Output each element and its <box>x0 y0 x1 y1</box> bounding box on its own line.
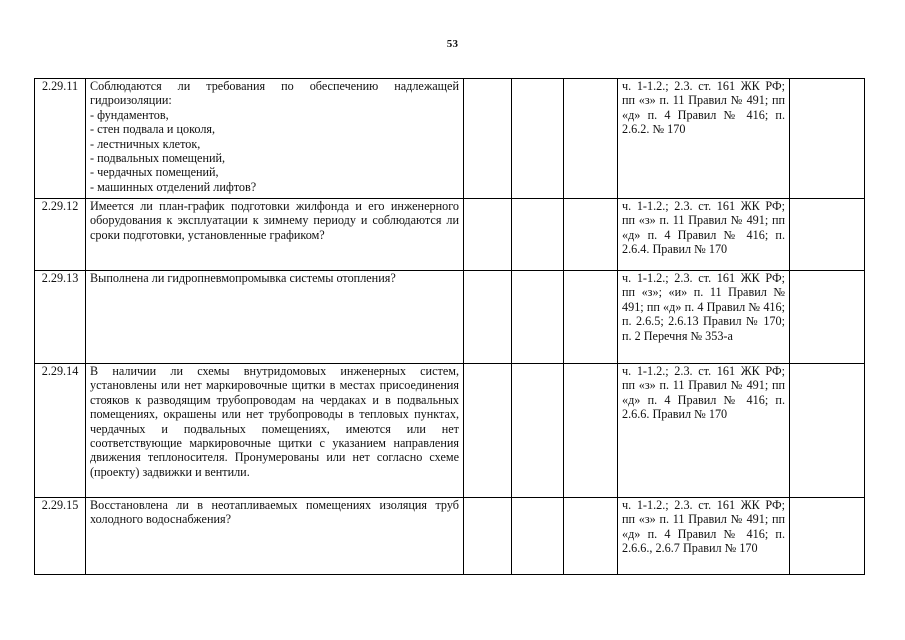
question-line: - фундаментов, <box>90 107 169 122</box>
blank-cell[interactable] <box>564 364 618 498</box>
page-number: 53 <box>446 38 459 50</box>
blank-cell[interactable] <box>790 498 865 575</box>
question-cell <box>86 498 464 575</box>
table-row <box>35 364 865 498</box>
legal-reference: ч. 1-1.2.; 2.3. ст. 161 ЖК РФ; пп «з» п. 11 Правил № 491; пп «д» п. 4 Правил № 416; п. 2.6.4. Правил № 170 <box>618 199 790 271</box>
legal-reference: ч. 1-1.2.; 2.3. ст. 161 ЖК РФ; пп «з»; «и» п. 11 Правил № 491; пп «д» п. 4 Правил № 416; п. 2.6.5; 2.6.13 Правил № 170; п. 2 Перечня № 353-а <box>618 271 790 364</box>
table-row <box>35 199 865 271</box>
blank-cell[interactable] <box>512 79 564 199</box>
question-text: Выполнена ли гидропневмопромывка системы отопления? <box>90 271 396 285</box>
table-row <box>35 271 865 364</box>
question-text: В наличии ли схемы внутридомовых инженерных систем, установлены или нет маркировочные щитки в местах присоединения стояков к разводящим трубопроводам на чердаках и в подвальных помещениях, окрашены или нет трубопроводы в тепловых пунктах, чердачных и подвальных помещениях, имеются или нет соответствующие маркировочные щитки с указанием направления движения теплоносителя. Пронумерованы или нет согласно схеме (проекту) задвижки и вентили. <box>90 364 459 479</box>
question-line: - стен подвала и цоколя, <box>90 122 216 137</box>
blank-cell[interactable] <box>512 199 564 271</box>
item-number: 2.29.11 <box>35 79 86 199</box>
blank-cell[interactable] <box>790 364 865 498</box>
blank-cell[interactable] <box>564 199 618 271</box>
blank-cell[interactable] <box>464 271 512 364</box>
item-number: 2.29.13 <box>35 271 86 364</box>
blank-cell[interactable] <box>512 364 564 498</box>
question-cell <box>86 199 464 271</box>
question-line: - чердачных помещений, <box>90 165 219 180</box>
question-line: - машинных отделений лифтов? <box>90 179 257 194</box>
blank-cell[interactable] <box>790 271 865 364</box>
question-text: Восстановлена ли в неотапливаемых помещениях изоляция труб холодного водоснабжения? <box>90 498 459 527</box>
blank-cell[interactable] <box>512 498 564 575</box>
question-cell <box>86 79 464 199</box>
question-line: - лестничных клеток, <box>90 136 201 151</box>
blank-cell[interactable] <box>464 79 512 199</box>
blank-cell[interactable] <box>790 79 865 199</box>
blank-cell[interactable] <box>790 199 865 271</box>
blank-cell[interactable] <box>512 271 564 364</box>
blank-cell[interactable] <box>464 498 512 575</box>
table-row <box>35 498 865 575</box>
blank-cell[interactable] <box>564 79 618 199</box>
question-line: Соблюдаются ли требования по обеспечению надлежащей <box>90 79 459 93</box>
item-number: 2.29.12 <box>35 199 86 271</box>
question-line: гидроизоляции: <box>90 93 172 108</box>
blank-cell[interactable] <box>564 271 618 364</box>
item-number: 2.29.14 <box>35 364 86 498</box>
blank-cell[interactable] <box>564 498 618 575</box>
question-cell <box>86 364 464 498</box>
blank-cell[interactable] <box>464 364 512 498</box>
legal-reference: ч. 1-1.2.; 2.3. ст. 161 ЖК РФ; пп «з» п. 11 Правил № 491; пп «д» п. 4 Правил № 416; п. 2.6.2. № 170 <box>618 79 790 199</box>
legal-reference: ч. 1-1.2.; 2.3. ст. 161 ЖК РФ; пп «з» п. 11 Правил № 491; пп «д» п. 4 Правил № 416; п. 2.6.6., 2.6.7 Правил № 170 <box>618 498 790 575</box>
question-cell <box>86 271 464 364</box>
legal-reference: ч. 1-1.2.; 2.3. ст. 161 ЖК РФ; пп «з» п. 11 Правил № 491; пп «д» п. 4 Правил № 416; п. 2.6.6. Правил № 170 <box>618 364 790 498</box>
table-row <box>35 79 865 199</box>
question-line: - подвальных помещений, <box>90 151 226 166</box>
blank-cell[interactable] <box>464 199 512 271</box>
checklist-table <box>34 78 865 575</box>
question-text: Имеется ли план-график подготовки жилфонда и его инженерного оборудования к эксплуатации к зимнему периоду и соблюдаются ли сроки подготовки, установленные графиком? <box>90 199 459 242</box>
item-number: 2.29.15 <box>35 498 86 575</box>
